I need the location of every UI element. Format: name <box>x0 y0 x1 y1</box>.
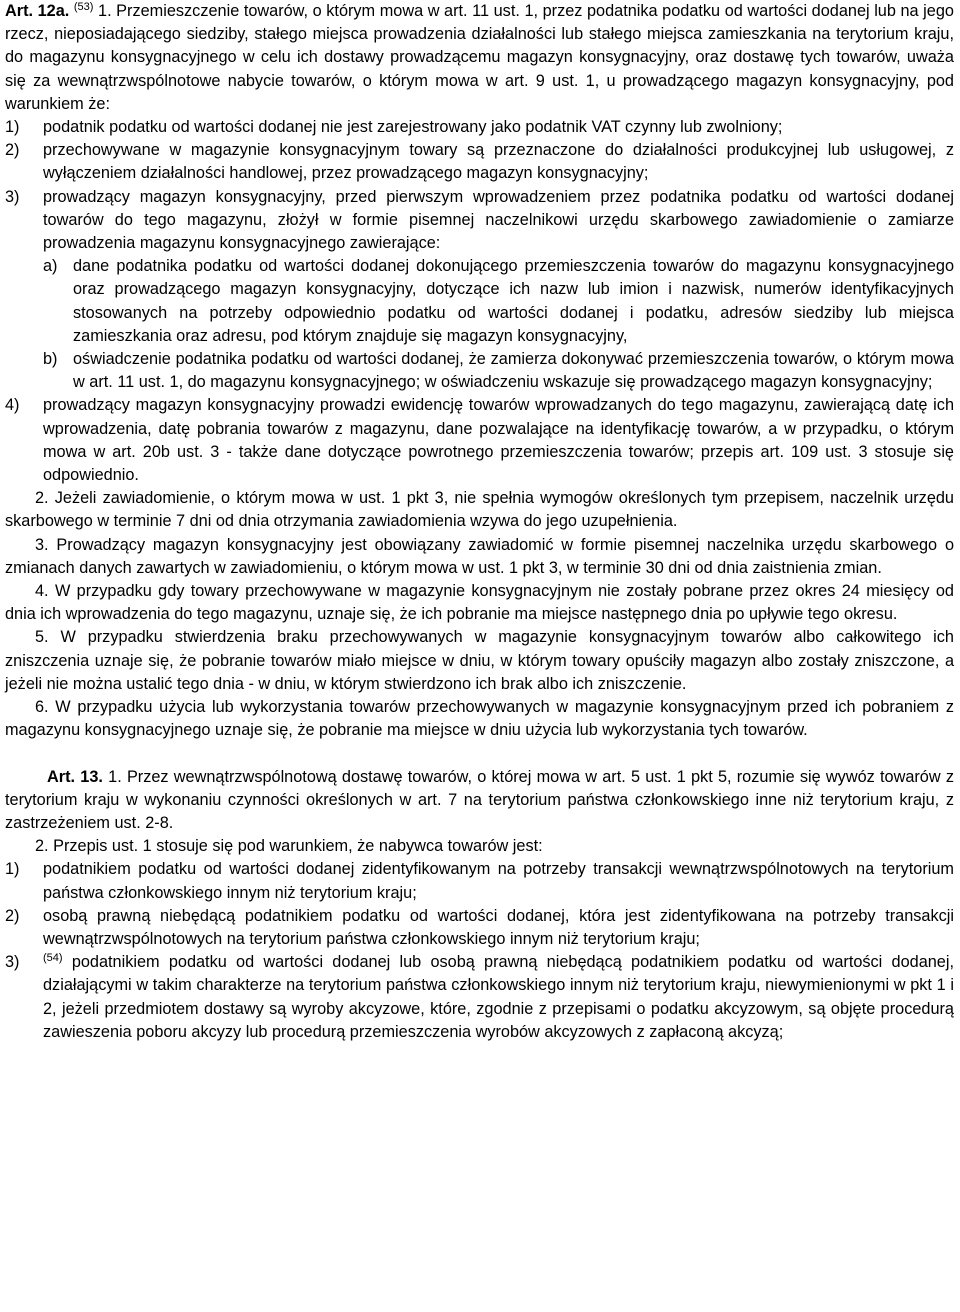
art12a-footnote-ref: (53) <box>73 1 94 13</box>
art13-paragraph-2: 2. Przepis ust. 1 stosuje się pod warunkiem, że nabywca towarów jest: <box>35 837 543 856</box>
art12a-subitem-b <box>43 348 954 394</box>
item-text-body: podatnikiem podatku od wartości dodanej lub osobą prawną niebędącą podatnikiem podatku od wartości dodanej, działającymi w takim charakterze na terytorium państwa członkowskiego innym niż terytorium kraju, niewymienionymi w pkt 1 i 2, jeżeli przedmiotem dostawy są wyroby akcyzowe, które, zgodnie z przepisami o podatku akcyzowym, są objęte procedurą zawieszenia poboru akcyzy lub procedurą przemieszczenia wyrobów akcyzowych z zapłaconą akcyzą; <box>43 953 955 1041</box>
section-spacer <box>5 743 954 766</box>
subitem-letter: b) <box>43 350 58 369</box>
art12a-item-3 <box>5 186 954 256</box>
art12a-subitem-a <box>43 255 954 348</box>
subitem-text: oświadczenie podatnika podatku od wartości dodanej, że zamierza dokonywać przemieszczenia towarów, o którym mowa w art. 11 ust. 1, do magazynu konsygnacyjnego; w oświadczeniu wskazuje się prowadzącego magazyn konsygnacyjny; <box>73 350 954 392</box>
art13-footnote-ref: (54) <box>43 952 63 965</box>
art13-item-2 <box>5 905 954 951</box>
item-number: 2) <box>5 141 20 160</box>
art13-item-3 <box>5 951 954 1044</box>
art12a-heading: Art. 12a. <box>5 2 70 20</box>
item-text: podatnik podatku od wartości dodanej nie jest zarejestrowany jako podatnik VAT czynny lub zwolniony; <box>43 118 783 137</box>
subitem-text: dane podatnika podatku od wartości dodanej dokonującego przemieszczenia towarów do magazynu konsygnacyjnego oraz prowadzącego magazyn konsygnacyjny, dotyczące ich nazw lub imion i nazwisk, numerów identyfikacyjnych stosowanych na potrzeby odpowiednio podatku od wartości dodanej i podatku, adresów siedziby lub miejsca zamieszkania oraz adresu, pod którym znajduje się magazyn konsygnacyjny, <box>73 257 954 345</box>
item-text: prowadzący magazyn konsygnacyjny prowadzi ewidencję towarów wprowadzanych do tego magazynu, zawierającą datę ich wprowadzenia, datę pobrania towarów z magazynu, dane pozwalające na identyfikację towarów, a w przypadku, o którym mowa w art. 20b ust. 3 - także dane dotyczące powrotnego przemieszczenia towarów; przepis art. 109 ust. 3 stosuje się odpowiednio. <box>43 396 954 485</box>
art12a-paragraph-6: 6. W przypadku użycia lub wykorzystania towarów przechowywanych w magazynie konsygnacyjnym przed ich pobraniem z magazynu konsygnacyjnego uznaje się, że pobranie ma miejsce w dniu użycia lub wykorzystania tych towarów. <box>5 698 954 740</box>
item-text: osobą prawną niebędącą podatnikiem podatku od wartości dodanej, która jest zidentyfikowana na potrzeby transakcji wewnątrzwspólnotowych na terytorium państwa członkowskiego innym niż terytorium kraju; <box>43 906 954 948</box>
item-text: prowadzący magazyn konsygnacyjny, przed pierwszym wprowadzeniem przez podatnika podatku od wartości dodanej towarów do tego magazynu, złożył w formie pisemnej naczelnikowi urzędu skarbowego zawiadomienie o zamiarze prowadzenia magazynu konsygnacyjnego zawierające: <box>43 187 954 253</box>
art13-p1-text: 1. Przez wewnątrzwspólnotową dostawę towarów, o której mowa w art. 5 ust. 1 pkt 5, rozumie się wywóz towarów z terytorium kraju w wykonaniu czynności określonych w art. 7 na terytorium państwa członkowskiego inne niż terytorium kraju, z zastrzeżeniem ust. 2-8. <box>5 767 954 832</box>
art12a-paragraph-4: 4. W przypadku gdy towary przechowywane w magazynie konsygnacyjnym nie zostały pobrane przez okres 24 miesięcy od dnia ich wprowadzenia do tego magazynu, uznaje się, że ich pobranie ma miejsce następnego dnia po upływie tego okresu. <box>5 582 954 624</box>
item-text: podatnikiem podatku od wartości dodanej zidentyfikowanym na potrzeby transakcji wewnątrzwspólnotowych na terytorium państwa członkowskiego innym niż terytorium kraju; <box>43 860 954 902</box>
art13-heading: Art. 13. <box>47 767 103 786</box>
art12a-p1-text: 1. Przemieszczenie towarów, o którym mowa w art. 11 ust. 1, przez podatnika podatku od wartości dodanej lub na jego rzecz, nieposiadającego siedziby, stałego miejsca prowadzenia działalności lub stałego miejsca zamieszkania na terytorium kraju, do magazynu konsygnacyjnego w celu ich dostawy prowadzącemu magazyn konsygnacyjny, oraz dostawę tych towarów, uważa się za wewnątrzwspólnotowe nabycie towarów, o którym mowa w art. 9 ust. 1, u prowadzącego magazyn konsygnacyjny, pod warunkiem że: <box>5 2 954 113</box>
subitem-letter: a) <box>43 257 58 276</box>
art13-item-1 <box>5 858 954 904</box>
art13-paragraph-1 <box>5 766 954 836</box>
art12a-paragraph-2: 2. Jeżeli zawiadomienie, o którym mowa w ust. 1 pkt 3, nie spełnia wymogów określonych tym przepisem, naczelnik urzędu skarbowego w terminie 7 dni od dnia otrzymania zawiadomienia wzywa do jego uzupełnienia. <box>5 489 954 531</box>
item-text: przechowywane w magazynie konsygnacyjnym towary są przeznaczone do działalności produkcyjnej lub usługowej, z wyłączeniem działalności handlowej, przez prowadzącego magazyn konsygnacyjny; <box>43 141 954 183</box>
art12a-paragraph-3: 3. Prowadzący magazyn konsygnacyjny jest obowiązany zawiadomić w formie pisemnej naczelnika urzędu skarbowego o zmianach danych zawartych w zawiadomieniu, o którym mowa w ust. 1 pkt 3, w terminie 30 dni od dnia zaistnienia zmian. <box>5 535 954 577</box>
art12a-item-1 <box>5 116 954 139</box>
item-text <box>43 951 954 1044</box>
item-number: 4) <box>5 396 20 415</box>
art12a-paragraph-1 <box>5 0 954 116</box>
art12a-paragraph-5: 5. W przypadku stwierdzenia braku przechowywanych w magazynie konsygnacyjnym towarów albo całkowitego ich zniszczenia uznaje się, że pobranie towarów miało miejsce w dniu, w którym towary opuściły magazyn albo zostały zniszczone, a jeżeli nie można ustalić tego dnia - w dniu, w którym stwierdzono ich brak albo ich zniszczenie. <box>5 628 954 693</box>
item-number: 1) <box>5 118 20 137</box>
item-number: 3) <box>5 187 20 206</box>
art12a-item-4 <box>5 394 954 487</box>
item-number: 2) <box>5 906 20 925</box>
art12a-item-2 <box>5 139 954 185</box>
item-number: 1) <box>5 860 20 879</box>
item-number: 3) <box>5 953 20 972</box>
